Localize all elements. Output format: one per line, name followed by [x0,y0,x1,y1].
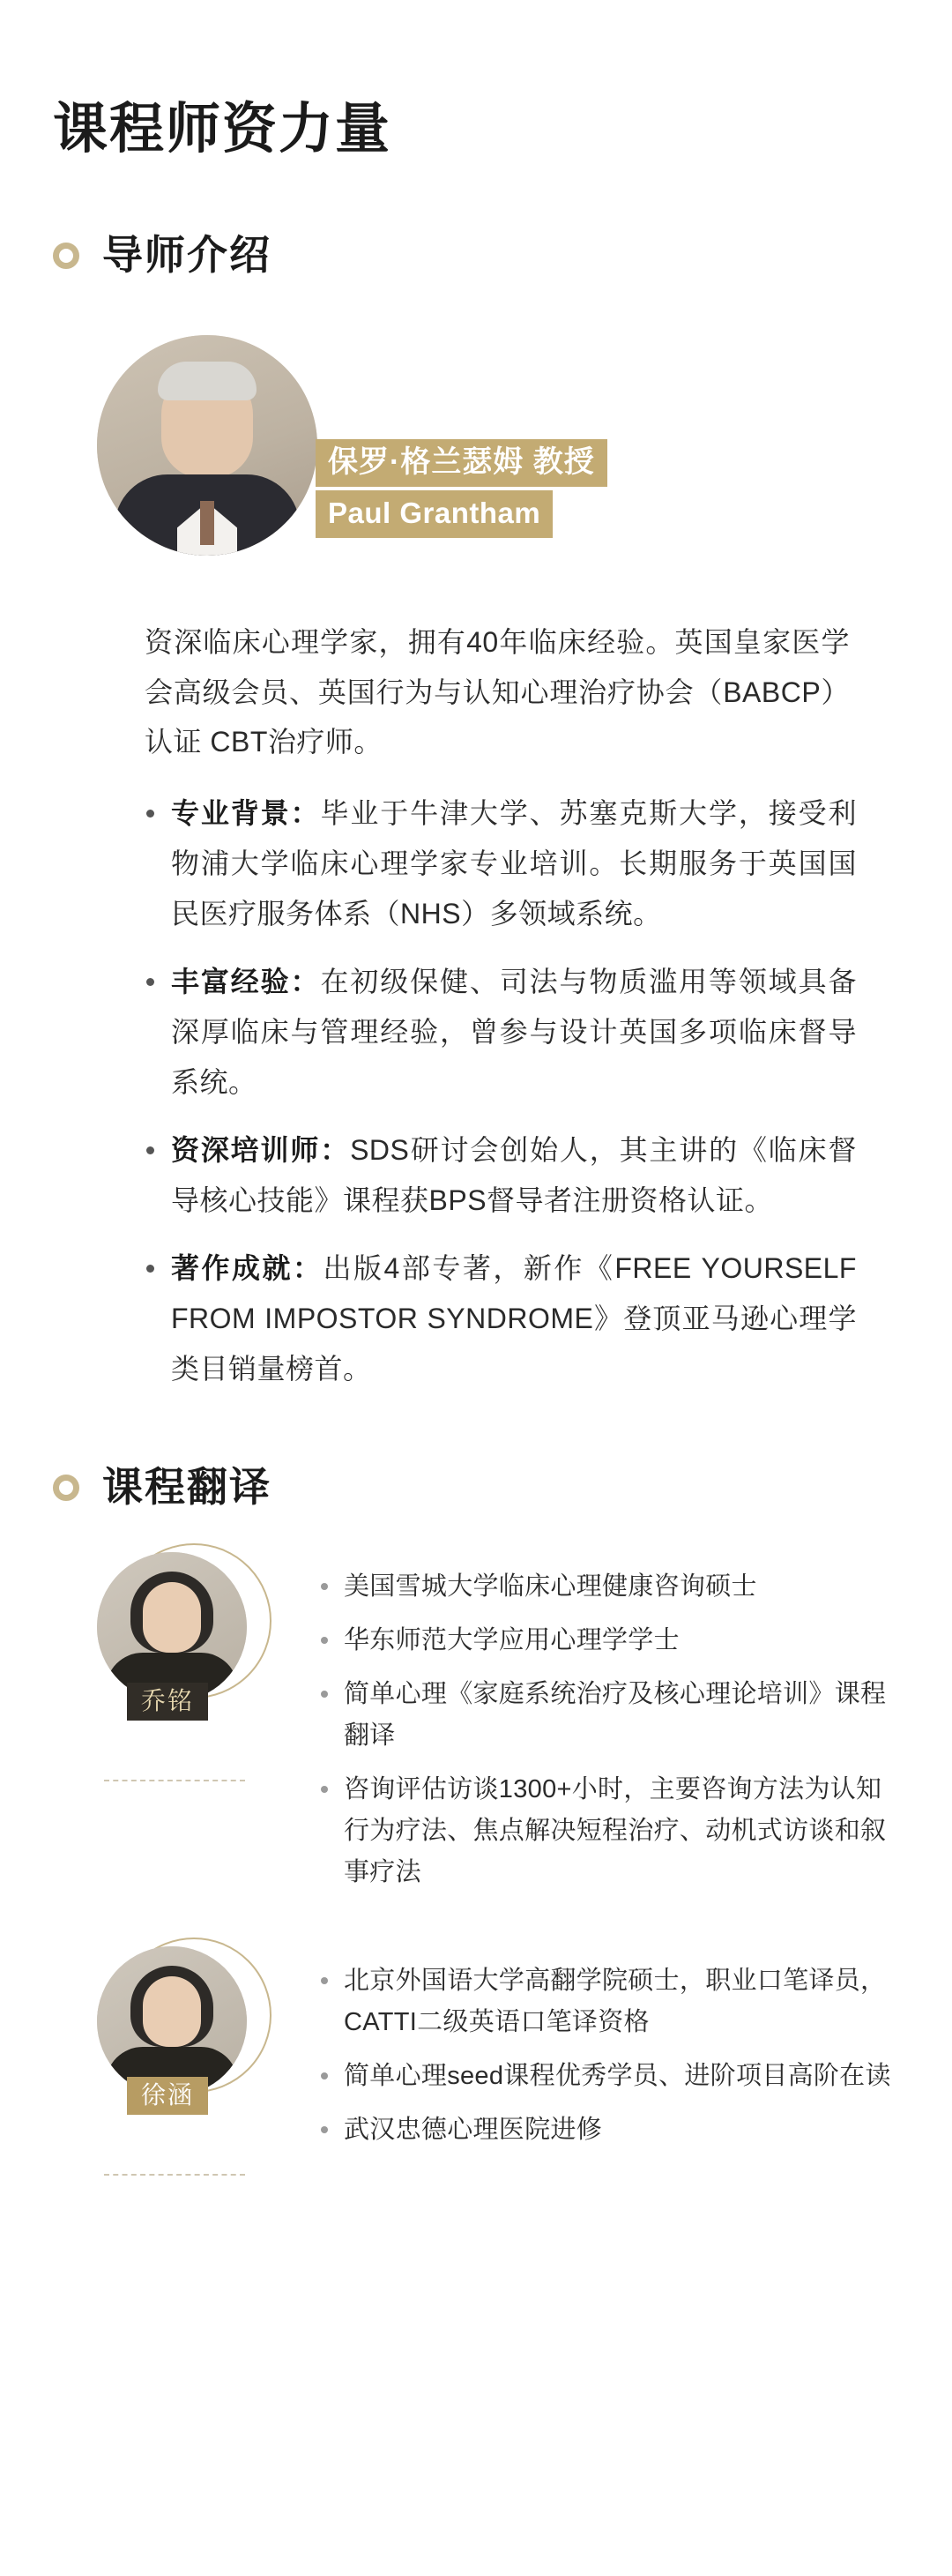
translator-name: 乔铭 [127,1683,208,1721]
point-label: 专业背景： [171,797,321,830]
translator-credentials [305,1946,903,2176]
list-item: 武汉忠德心理医院进修 [319,2109,903,2151]
translator-avatar-wrap [97,1946,256,2109]
point-text: 毕业于牛津大学、苏塞克斯大学，接受利物浦大学临床心理学家专业培训。长期服务于英国国民医疗服务体系（NHS）多领域系统。 [171,797,857,930]
translator-identity [97,1552,305,1906]
translator-credentials [305,1552,903,1906]
instructor-intro: 资深临床心理学家，拥有40年临床经验。英国皇家医学会高级会员、英国行为与认知心理治疗协会（BABCP）认证 CBT治疗师。 [145,625,850,758]
credential-list [319,1960,903,2151]
list-item: 简单心理《家庭系统治疗及核心理论培训》课程翻译 [319,1674,903,1757]
list-item: 华东师范大学应用心理学学士 [319,1620,903,1661]
list-item: 咨询评估访谈1300+小时，主要咨询方法为认知行为疗法、焦点解决短程治疗、动机式访谈和叙事疗法 [319,1769,903,1893]
translator-avatar [97,1552,247,1702]
section-header-translation [53,1463,903,1512]
instructor-points [145,788,857,1393]
section-title-instructor: 导师介绍 [102,232,271,279]
credential-list [319,1566,903,1893]
section-header-instructor [53,231,903,280]
list-item [145,957,857,1108]
instructor-portrait [97,335,317,556]
translator-identity [97,1946,305,2176]
list-item [145,1125,857,1226]
list-item [145,1243,857,1394]
list-item: 北京外国语大学高翻学院硕士，职业口笔译员，CATTI二级英语口笔译资格 [319,1960,903,2043]
point-text: 在初级保健、司法与物质滥用等领域具备深厚临床与管理经验，曾参与设计英国多项临床督导系统。 [171,966,857,1099]
point-label: 丰富经验： [171,966,321,998]
instructor-name-en: Paul Grantham [316,490,553,538]
ring-bullet-icon [53,243,79,269]
divider [104,1780,245,1781]
translator-avatar-wrap [97,1552,256,1715]
portrait-hair [158,362,257,400]
divider [104,2174,245,2176]
point-label: 资深培训师： [171,1134,351,1167]
point-label: 著作成就： [171,1252,324,1285]
instructor-name-cn: 保罗·格兰瑟姆 教授 [316,439,607,488]
list-item: 简单心理seed课程优秀学员、进阶项目高阶在读 [319,2056,903,2097]
avatar-head [143,1976,201,2047]
translator-card [97,1552,903,1906]
point-text: 出版4部专著，新作《FREE YOURSELF FROM IMPOSTOR SYNDROME》登顶亚马逊心理学类目销量榜首。 [171,1252,857,1385]
translator-avatar [97,1946,247,2096]
avatar-head [143,1582,201,1653]
page-title: 课程师资力量 [53,99,392,160]
point-text: SDS研讨会创始人，其主讲的《临床督导核心技能》课程获BPS督导者注册资格认证。 [171,1134,857,1217]
ring-bullet-icon [53,1475,79,1501]
translator-name: 徐涵 [127,2077,208,2115]
portrait-tie [200,501,214,545]
list-item: 美国雪城大学临床心理健康咨询硕士 [319,1566,903,1608]
section-title-translation: 课程翻译 [102,1463,271,1510]
list-item [145,788,857,939]
instructor-card [49,335,903,591]
translator-card [97,1946,903,2176]
instructor-name-tags [316,439,607,541]
